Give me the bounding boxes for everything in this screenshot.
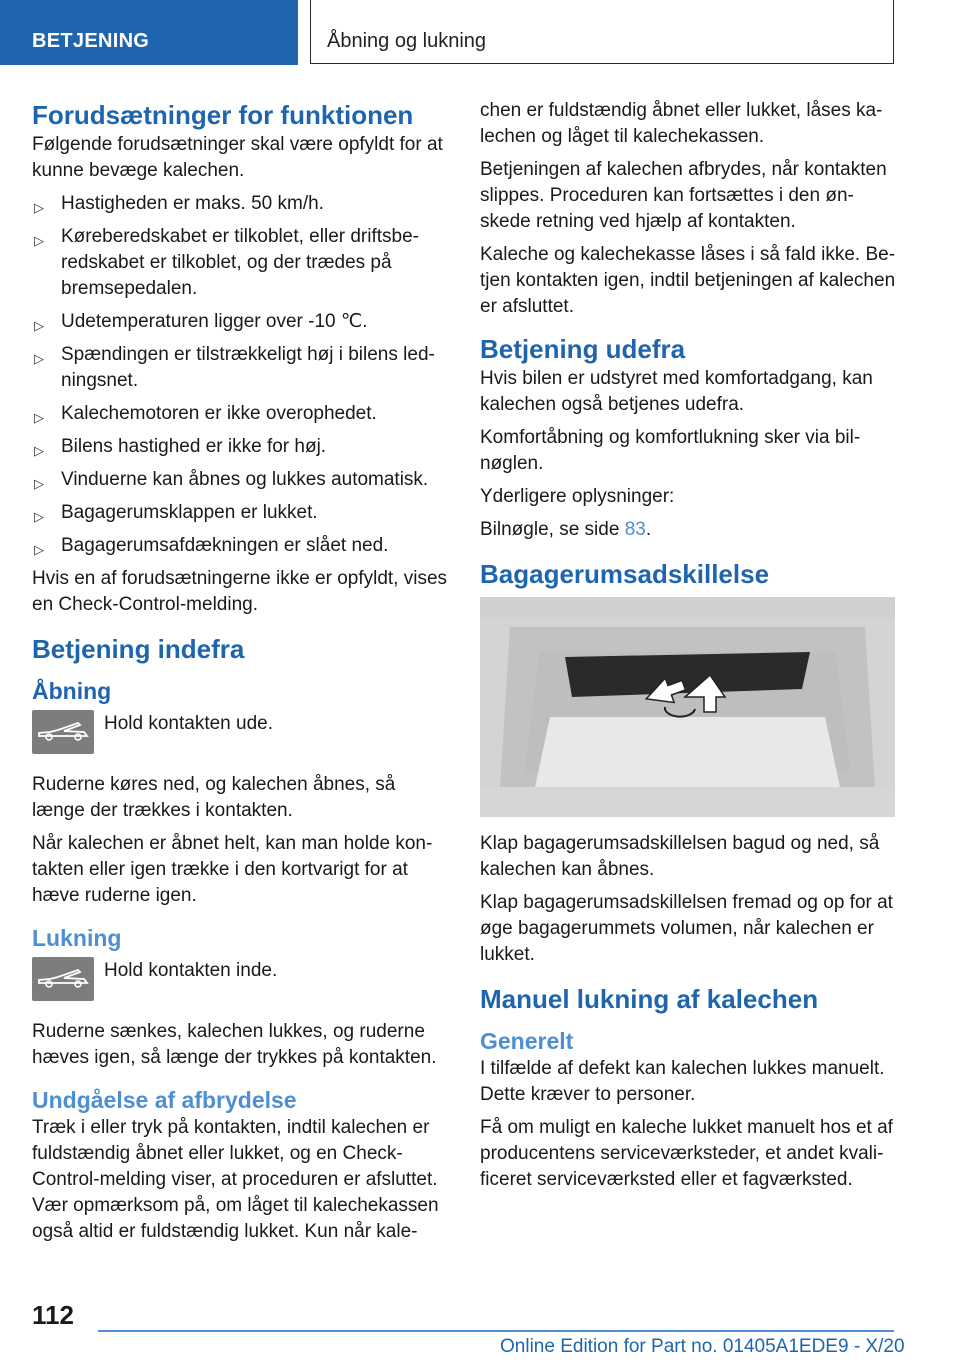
heading-manual-closing: Manuel lukning af kalechen	[480, 984, 819, 1014]
paragraph: Klap bagagerumsadskillelsen bagud og ned, så kalechen kan åbnes.	[480, 833, 880, 880]
luggage-compartment-photo	[480, 597, 895, 817]
list-item: ▷ Køreberedskabet er tilkoblet, eller driftsberedskabet er tilkoblet, og der trædes på bremsepedalen.	[34, 226, 419, 299]
triangle-bullet-icon: ▷	[34, 233, 44, 248]
paragraph: Når kalechen er åbnet helt, kan man holde kontakten eller igen trække i den kortvarigt for at hæve ruderne igen.	[32, 833, 433, 906]
triangle-bullet-icon: ▷	[34, 443, 44, 458]
page-link[interactable]: 83	[624, 519, 646, 540]
paragraph: Følgende forudsætninger skal være opfyldt for at kunne bevæge kalechen.	[32, 134, 443, 181]
list-item: ▷ Bagagerumsklappen er lukket.	[32, 500, 450, 526]
list-item: ▷ Bilens hastighed er ikke for høj.	[32, 434, 450, 460]
triangle-bullet-icon: ▷	[34, 476, 44, 491]
convertible-roof-icon	[32, 710, 94, 754]
paragraph: Klap bagagerumsadskillelsen fremad og op for at øge bagagerummets volumen, når kalechen er lukket.	[480, 892, 893, 965]
convertible-roof-icon	[32, 957, 94, 1001]
chapter-header	[310, 0, 894, 64]
paragraph: Hvis en af forudsætningerne ikke er opfyldt, vises en Check-Control-melding.	[32, 568, 448, 615]
heading-luggage-divider: Bagagerumsadskillelse	[480, 559, 770, 589]
triangle-bullet-icon: ▷	[34, 542, 44, 557]
edition-note: Online Edition for Part no. 01405A1EDE9 - X/20	[500, 1336, 905, 1357]
heading-prerequisites: Forudsætninger for funktionen	[32, 100, 414, 130]
opening-instruction: Hold kontakten ude.	[104, 713, 274, 734]
list-item: ▷ Hastigheden er maks. 50 km/h.	[32, 191, 450, 217]
list-item: ▷ Bagagerumsafdækningen er slået ned.	[32, 533, 450, 559]
list-item: ▷ Kalechemotoren er ikke overophedet.	[32, 401, 450, 427]
paragraph: Få om muligt en kaleche lukket manuelt hos et af producentens serviceværksteder, et andet kvalificeret serviceværksted eller et fagværksted.	[480, 1117, 893, 1190]
paragraph: Hvis bilen er udstyret med komfortadgang, kan kalechen også betjenes udefra.	[480, 368, 873, 415]
heading-avoid-interruption: Undgåelse af afbrydelse	[32, 1087, 297, 1113]
paragraph: I tilfælde af defekt kan kalechen lukkes manuelt. Dette kræver to personer.	[480, 1058, 885, 1105]
heading-opening: Åbning	[32, 678, 112, 704]
closing-instruction: Hold kontakten inde.	[104, 960, 278, 981]
prerequisite-list	[32, 191, 450, 559]
right-column	[480, 98, 898, 1200]
footer-divider	[98, 1330, 894, 1332]
triangle-bullet-icon: ▷	[34, 351, 44, 366]
list-item: ▷ Udetemperaturen ligger over -10 ℃.	[32, 309, 450, 335]
paragraph: Bilnøgle, se side 83.	[480, 519, 652, 540]
chapter-title: Åbning og lukning	[327, 30, 487, 52]
page-number: 112	[32, 1300, 74, 1330]
paragraph: chen er fuldstændig åbnet eller lukket, låses kalechen og låget til kalechekassen.	[480, 100, 883, 147]
triangle-bullet-icon: ▷	[34, 318, 44, 333]
opening-switch-row	[32, 710, 450, 758]
heading-operation-inside: Betjening indefra	[32, 634, 245, 664]
triangle-bullet-icon: ▷	[34, 509, 44, 524]
triangle-bullet-icon: ▷	[34, 200, 44, 215]
paragraph: Komfortåbning og komfortlukning sker via bilnøglen.	[480, 427, 861, 474]
section-tab	[0, 0, 298, 65]
heading-closing: Lukning	[32, 925, 122, 951]
paragraph: Ruderne sænkes, kalechen lukkes, og ruderne hæves igen, så længe der trykkes på kontakten.	[32, 1021, 437, 1068]
left-column	[32, 98, 450, 1252]
closing-switch-row	[32, 957, 450, 1005]
heading-general: Generelt	[480, 1028, 574, 1054]
section-label: BETJENING	[32, 30, 150, 52]
list-item: ▷ Vinduerne kan åbnes og lukkes automatisk.	[32, 467, 450, 493]
heading-operation-outside: Betjening udefra	[480, 334, 686, 364]
paragraph: Kaleche og kalechekasse låses i så fald ikke. Betjen kontakten igen, indtil betjeningen af kalechen er afsluttet.	[480, 244, 896, 317]
paragraph: Yderligere oplysninger:	[480, 486, 675, 507]
paragraph: Ruderne køres ned, og kalechen åbnes, så længe der trækkes i kontakten.	[32, 774, 396, 821]
paragraph: Træk i eller tryk på kontakten, indtil kalechen er fuldstændig åbnet eller lukket, og en Check-Control-melding viser, at proceduren er afsluttet. Vær opmærksom på, om låget til kalechekassen også altid er fuldstændig lukket. Kun når kale-	[32, 1117, 439, 1242]
list-item: ▷ Spændingen er tilstrækkeligt høj i bilens ledningsnet.	[34, 344, 435, 391]
triangle-bullet-icon: ▷	[34, 410, 44, 425]
paragraph: Betjeningen af kalechen afbrydes, når kontakten slippes. Proceduren kan fortsættes i den ønskede retning ved hjælp af kontakten.	[480, 159, 887, 232]
